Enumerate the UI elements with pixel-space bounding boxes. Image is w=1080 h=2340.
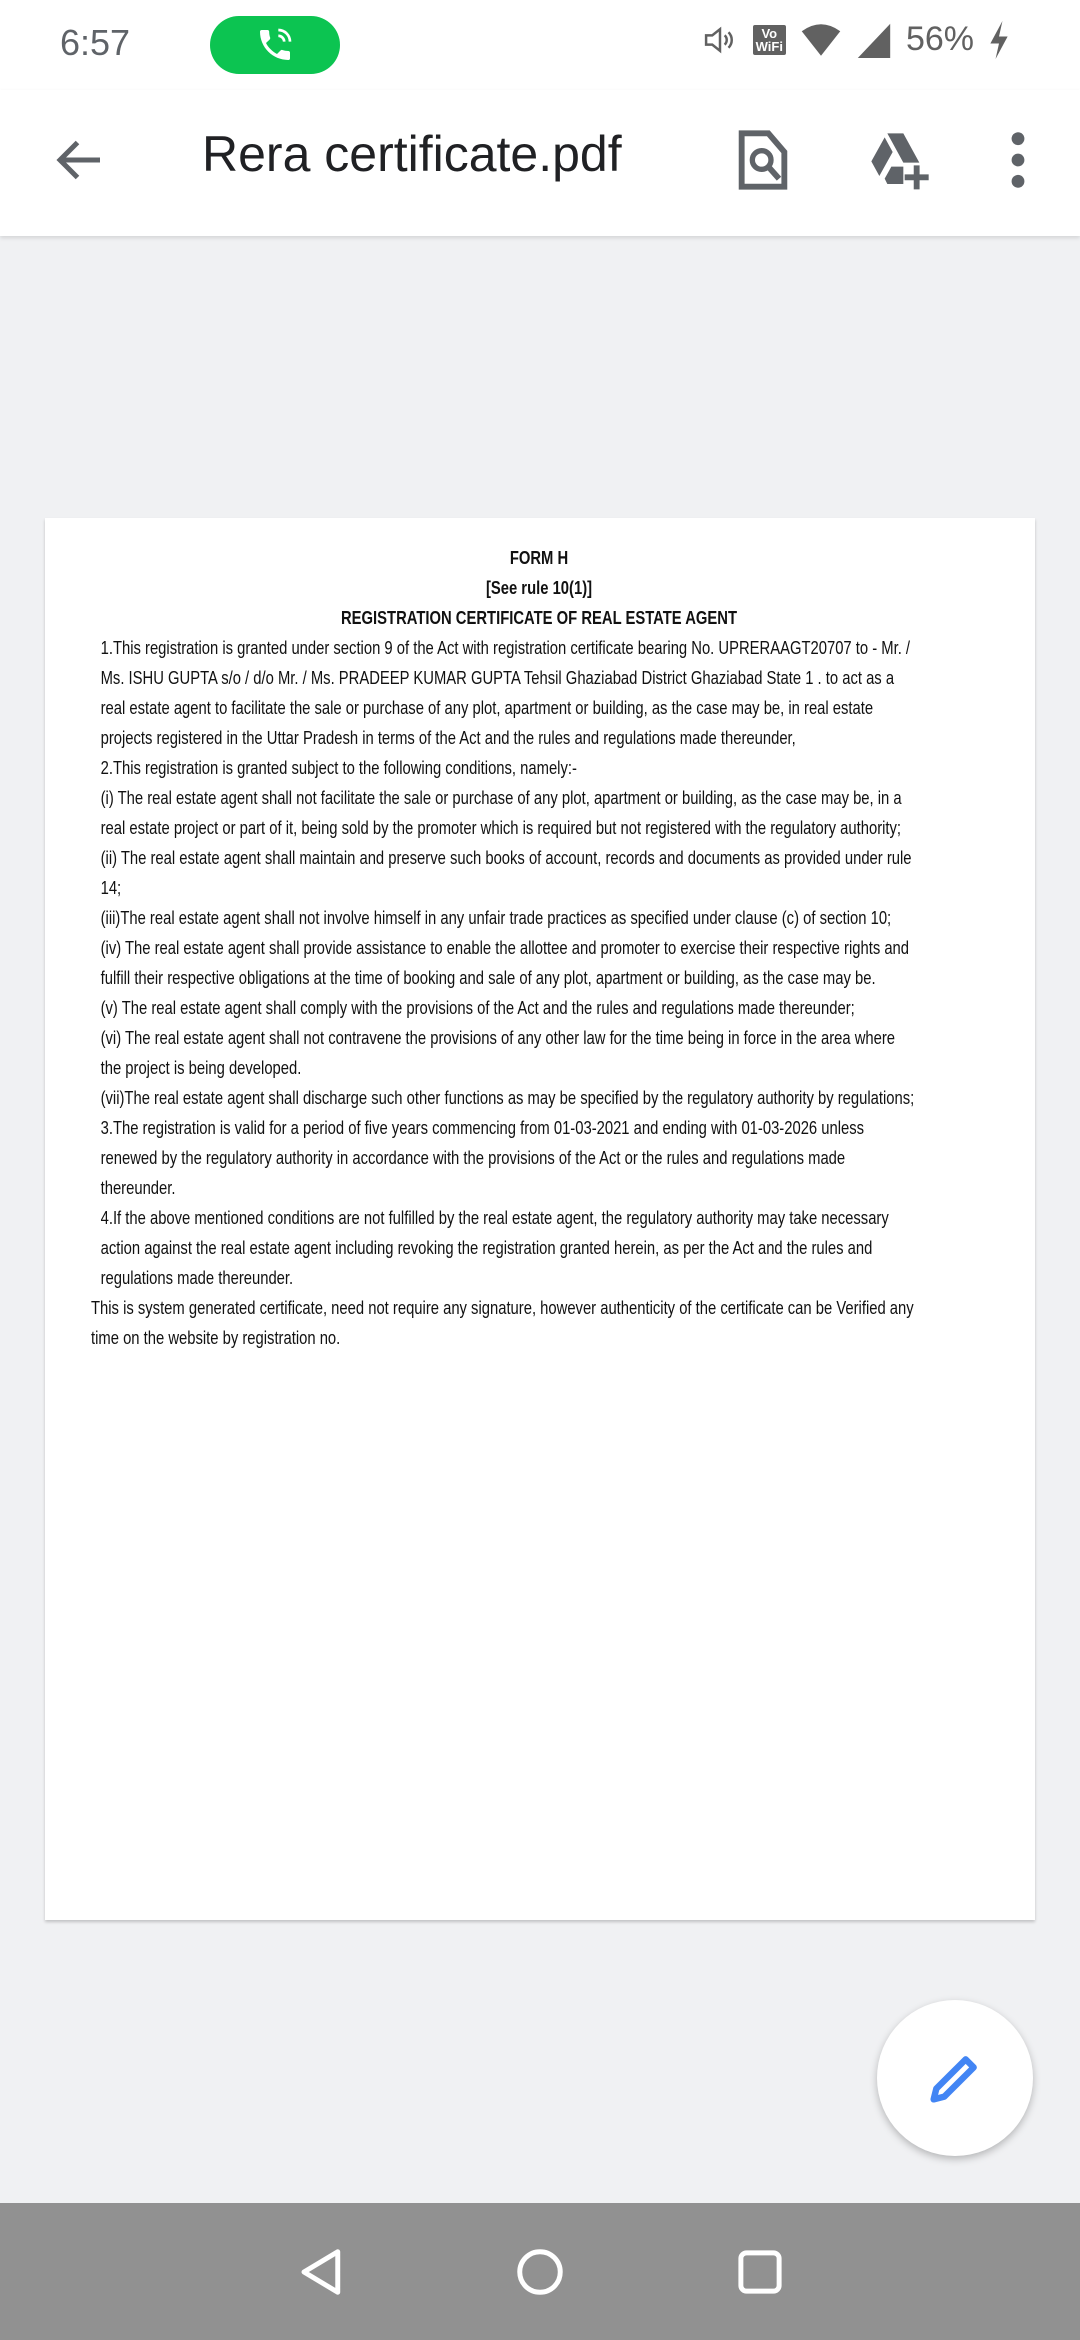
charging-icon [988,21,1010,59]
document-line: (i) The real estate agent shall not facilitate the sale or purchase of any plot, apartment or building, as the case may be, in a [100,787,902,808]
pencil-icon [923,2046,987,2110]
document-line: regulations made thereunder. [100,1267,294,1288]
app-bar [0,90,1080,236]
document-line: 14; [100,877,122,898]
rule-reference: [See rule 10(1)] [485,577,593,598]
more-options-icon[interactable] [1000,128,1036,192]
document-line: fulfill their respective obligations at the time of booking and sale of any plot, apartment or building, as the case may be. [100,967,876,988]
document-text [91,543,1011,1353]
document-line: (iv) The real estate agent shall provide assistance to enable the allottee and promoter to exercise their respective rights and [100,937,910,958]
document-line: real estate agent to facilitate the sale or purchase of any plot, apartment or building, as the case may be, in real estate [100,697,874,718]
document-line: (iii)The real estate agent shall not involve himself in any unfair trade practices as specified under clause (c) of section 10; [100,907,892,928]
pdf-page[interactable] [45,518,1035,1920]
document-line: 3.The registration is valid for a period of five years commencing from 01-03-2021 and ending with 01-03-2026 unless [100,1117,865,1138]
navigation-bar [0,2203,1080,2340]
ongoing-call-chip[interactable] [210,16,340,74]
document-line: action against the real estate agent including revoking the registration granted herein, as per the Act and the rules and [100,1237,873,1258]
wifi-icon [800,22,842,58]
speaker-icon [701,23,739,57]
battery-percent: 56% [905,20,974,58]
status-bar [0,0,1080,90]
edit-fab[interactable] [877,2000,1033,2156]
document-line: Ms. ISHU GUPTA s/o / d/o Mr. / Ms. PRADEEP KUMAR GUPTA Tehsil Ghaziabad District Ghaziabad State 1 . to act as a [100,667,895,688]
form-title: FORM H [509,547,569,568]
document-line: 2.This registration is granted subject to the following conditions, namely:- [100,757,577,778]
document-title: Rera certificate.pdf [202,126,622,182]
nav-back-icon[interactable] [295,2245,349,2299]
document-line: (v) The real estate agent shall comply with the provisions of the Act and the rules and regulations made thereunder; [100,997,855,1018]
nav-recents-icon[interactable] [733,2245,787,2299]
signal-icon [856,21,892,59]
add-to-drive-icon[interactable] [865,128,931,192]
certificate-heading: REGISTRATION CERTIFICATE OF REAL ESTATE AGENT [340,607,738,628]
document-line: real estate project or part of it, being sold by the promoter which is required but not registered with the regulatory authority; [100,817,902,838]
document-line: 4.If the above mentioned conditions are not fulfilled by the real estate agent, the regulatory authority may take necessary [100,1207,889,1228]
nav-home-icon[interactable] [513,2245,567,2299]
document-line: (ii) The real estate agent shall maintain and preserve such books of account, records and documents as provided under rule [100,847,912,868]
vowifi-icon: Vo WiFi [753,25,786,55]
document-line: the project is being developed. [100,1057,302,1078]
document-line: (vii)The real estate agent shall discharge such other functions as may be specified by the regulatory authority by regulations; [100,1087,915,1108]
document-line: projects registered in the Uttar Pradesh in terms of the Act and the rules and regulations made thereunder, [100,727,796,748]
document-line: 1.This registration is granted under section 9 of the Act with registration certificate bearing No. UPRERAAGT20707 to - Mr. / [100,637,911,658]
document-line: (vi) The real estate agent shall not contravene the provisions of any other law for the time being in force in the area where [100,1027,896,1048]
status-time: 6:57 [60,22,131,63]
phone-call-icon [255,25,295,65]
note-line: time on the website by registration no. [91,1327,341,1348]
document-line: thereunder. [100,1177,176,1198]
find-in-document-icon[interactable] [735,128,791,192]
document-line: renewed by the regulatory authority in accordance with the provisions of the Act or the rules and regulations made [100,1147,846,1168]
back-arrow-icon[interactable] [50,130,110,190]
note-line: This is system generated certificate, need not require any signature, however authenticity of the certificate can be Verified any [91,1297,914,1318]
